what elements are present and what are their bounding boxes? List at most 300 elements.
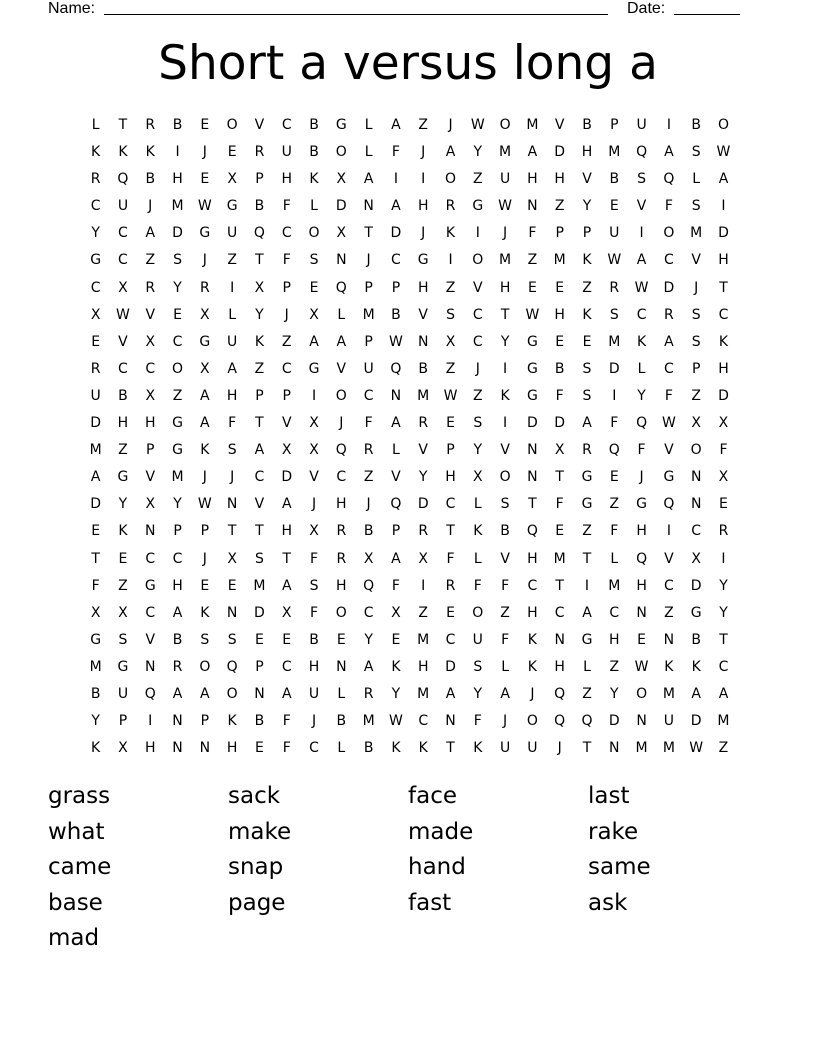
- grid-letter: D: [690, 713, 702, 730]
- grid-letter: B: [254, 198, 265, 215]
- grid-letter: Q: [226, 658, 238, 675]
- grid-letter: K: [200, 604, 210, 621]
- grid-letter: M: [553, 550, 566, 567]
- grid-letter: F: [610, 523, 619, 540]
- grid-letter: C: [718, 306, 729, 323]
- grid-letter: F: [91, 577, 100, 594]
- grid-letter: X: [363, 550, 374, 567]
- grid-letter: H: [718, 252, 729, 269]
- grid-letter: C: [363, 387, 374, 404]
- grid-letter: I: [175, 144, 180, 161]
- grid-letter: C: [663, 252, 674, 269]
- grid-letter: H: [172, 171, 183, 188]
- grid-letter: X: [391, 604, 401, 621]
- grid-letter: G: [417, 252, 429, 269]
- grid-letter: M: [690, 225, 703, 242]
- grid-letter: C: [145, 550, 156, 567]
- grid-letter: I: [639, 225, 644, 242]
- grid-letter: Z: [582, 685, 592, 702]
- page-title: Short a versus long a: [158, 36, 658, 91]
- grid-letter: H: [226, 740, 238, 757]
- grid-letter: S: [582, 387, 592, 404]
- grid-letter: B: [90, 685, 101, 702]
- grid-letter: M: [171, 469, 184, 486]
- grid-letter: Y: [118, 496, 128, 513]
- grid-letter: E: [118, 550, 128, 567]
- grid-letter: T: [118, 117, 128, 133]
- grid-letter: M: [362, 713, 375, 730]
- grid-letter: C: [336, 469, 347, 486]
- grid-letter: O: [663, 225, 675, 242]
- grid-letter: P: [364, 279, 373, 296]
- grid-letter: Z: [718, 740, 729, 757]
- grid-letter: F: [637, 442, 646, 459]
- grid-letter: E: [446, 415, 455, 432]
- grid-letter: C: [363, 604, 374, 621]
- grid-letter: M: [499, 252, 512, 269]
- grid-letter: G: [308, 360, 320, 377]
- grid-letter: H: [281, 171, 292, 188]
- word-list-item: made: [408, 818, 474, 845]
- word-list-item: fast: [408, 889, 452, 916]
- grid-letter: I: [311, 387, 317, 404]
- grid-letter: M: [553, 252, 566, 269]
- grid-letter: W: [197, 198, 212, 215]
- grid-letter: J: [339, 415, 344, 432]
- grid-letter: B: [691, 631, 701, 648]
- grid-letter: U: [663, 713, 674, 730]
- grid-letter: D: [554, 415, 566, 432]
- grid-letter: N: [554, 631, 565, 648]
- grid-letter: K: [309, 171, 319, 188]
- grid-letter: H: [417, 658, 429, 675]
- grid-letter: L: [337, 740, 346, 757]
- grid-letter: Z: [145, 252, 156, 269]
- grid-letter: E: [609, 198, 619, 215]
- grid-letter: X: [118, 279, 128, 296]
- word-list: [48, 780, 768, 958]
- grid-letter: P: [582, 225, 592, 242]
- grid-letter: U: [527, 740, 538, 757]
- grid-letter: U: [499, 740, 511, 757]
- grid-letter: T: [446, 523, 455, 540]
- grid-letter: G: [117, 658, 129, 675]
- grid-letter: X: [90, 306, 101, 323]
- grid-letter: X: [281, 442, 292, 459]
- grid-letter: J: [311, 496, 317, 513]
- grid-letter: I: [421, 171, 426, 188]
- grid-letter: X: [718, 415, 729, 432]
- grid-letter: L: [337, 306, 346, 323]
- grid-letter: Z: [609, 496, 620, 513]
- grid-letter: S: [227, 442, 237, 459]
- grid-letter: G: [526, 333, 538, 350]
- grid-letter: A: [200, 685, 210, 702]
- grid-letter: V: [664, 550, 674, 567]
- grid-letter: D: [281, 469, 293, 486]
- grid-letter: P: [146, 442, 155, 459]
- grid-letter: K: [445, 225, 456, 242]
- grid-letter: X: [254, 279, 265, 296]
- grid-letter: A: [391, 117, 401, 133]
- grid-letter: Z: [473, 387, 483, 404]
- grid-letter: Y: [418, 469, 428, 486]
- grid-letter: L: [337, 685, 346, 702]
- grid-letter: A: [664, 144, 674, 161]
- grid-letter: P: [200, 523, 210, 540]
- grid-letter: F: [528, 225, 537, 242]
- grid-letter: O: [335, 604, 347, 621]
- grid-letter: A: [172, 685, 183, 702]
- grid-letter: N: [363, 198, 374, 215]
- grid-letter: H: [527, 604, 538, 621]
- grid-letter: G: [90, 631, 102, 648]
- grid-letter: S: [691, 306, 701, 323]
- grid-letter: O: [335, 387, 347, 404]
- grid-letter: B: [500, 523, 510, 540]
- grid-letter: M: [499, 144, 512, 161]
- grid-letter: K: [582, 252, 592, 269]
- grid-letter: U: [609, 225, 620, 242]
- grid-letter: H: [172, 577, 183, 594]
- grid-letter: P: [391, 279, 401, 296]
- grid-letter: R: [145, 117, 156, 133]
- grid-letter: S: [173, 252, 182, 269]
- grid-letter: X: [118, 740, 128, 757]
- grid-letter: V: [500, 442, 510, 459]
- grid-letter: A: [336, 333, 347, 350]
- word-list-item: came: [48, 854, 112, 881]
- grid-letter: R: [363, 442, 374, 459]
- grid-letter: U: [227, 225, 238, 242]
- grid-letter: C: [145, 604, 156, 621]
- grid-letter: K: [473, 740, 483, 757]
- grid-letter: G: [199, 225, 211, 242]
- grid-letter: Y: [637, 387, 646, 404]
- grid-letter: N: [254, 685, 265, 702]
- grid-letter: A: [636, 252, 647, 269]
- grid-letter: G: [663, 469, 675, 486]
- grid-letter: C: [472, 333, 483, 350]
- grid-letter: Z: [609, 658, 620, 675]
- grid-letter: V: [418, 306, 428, 323]
- grid-letter: V: [418, 442, 428, 459]
- grid-letter: F: [501, 577, 510, 594]
- grid-letter: M: [89, 658, 102, 675]
- grid-letter: J: [230, 469, 235, 486]
- grid-letter: G: [581, 631, 593, 648]
- grid-letter: X: [227, 171, 237, 188]
- word-list-item: rake: [588, 818, 639, 845]
- grid-letter: V: [582, 171, 592, 188]
- grid-letter: E: [173, 306, 182, 323]
- grid-letter: H: [336, 577, 347, 594]
- grid-letter: X: [145, 387, 156, 404]
- grid-letter: A: [582, 604, 592, 621]
- grid-letter: V: [145, 631, 156, 648]
- grid-letter: W: [634, 279, 649, 296]
- grid-letter: R: [418, 523, 429, 540]
- word-list-item: what: [48, 818, 105, 845]
- grid-letter: V: [473, 279, 483, 296]
- grid-letter: J: [639, 469, 644, 486]
- grid-letter: S: [637, 171, 647, 188]
- grid-letter: I: [612, 387, 617, 404]
- grid-letter: S: [309, 577, 319, 594]
- grid-letter: C: [118, 225, 128, 242]
- grid-letter: C: [691, 523, 702, 540]
- grid-letter: T: [500, 306, 510, 323]
- grid-letter: K: [636, 333, 647, 350]
- grid-letter: O: [308, 225, 320, 242]
- grid-letter: F: [610, 415, 619, 432]
- grid-letter: B: [172, 117, 183, 133]
- grid-letter: C: [445, 631, 456, 648]
- grid-letter: A: [90, 469, 101, 486]
- grid-letter: L: [473, 550, 482, 567]
- grid-letter: E: [200, 117, 210, 133]
- grid-letter: N: [609, 740, 620, 757]
- grid-letter: M: [526, 117, 539, 133]
- grid-letter: R: [582, 442, 592, 459]
- grid-letter: F: [282, 198, 291, 215]
- grid-letter: E: [555, 333, 565, 350]
- grid-letter: X: [200, 306, 210, 323]
- grid-letter: L: [583, 658, 591, 675]
- grid-letter: W: [661, 415, 676, 432]
- grid-letter: G: [581, 469, 593, 486]
- grid-letter: Z: [418, 604, 428, 621]
- grid-letter: Y: [473, 685, 483, 702]
- grid-letter: H: [499, 279, 511, 296]
- grid-letter: J: [202, 144, 207, 161]
- grid-letter: K: [227, 713, 237, 730]
- grid-letter: M: [253, 577, 266, 594]
- grid-letter: C: [172, 550, 183, 567]
- grid-letter: O: [717, 117, 729, 133]
- grid-letter: K: [718, 333, 729, 350]
- grid-letter: E: [91, 523, 101, 540]
- grid-letter: Z: [664, 604, 674, 621]
- word-list-item: ask: [588, 889, 628, 916]
- grid-letter: N: [199, 740, 211, 757]
- grid-letter: Q: [390, 360, 402, 377]
- grid-letter: H: [281, 523, 292, 540]
- grid-letter: X: [145, 333, 156, 350]
- grid-letter: O: [636, 685, 648, 702]
- grid-letter: K: [691, 658, 701, 675]
- grid-letter: E: [555, 523, 565, 540]
- grid-letter: J: [366, 252, 371, 269]
- grid-letter: S: [227, 631, 237, 648]
- grid-letter: G: [199, 333, 211, 350]
- grid-letter: U: [472, 631, 483, 648]
- grid-letter: S: [691, 198, 701, 215]
- word-list-item: base: [48, 889, 103, 916]
- grid-letter: D: [390, 225, 402, 242]
- grid-letter: K: [391, 740, 401, 757]
- grid-letter: R: [445, 198, 456, 215]
- grid-letter: W: [443, 387, 458, 404]
- grid-letter: G: [526, 387, 538, 404]
- grid-letter: V: [145, 469, 156, 486]
- grid-letter: G: [144, 577, 156, 594]
- grid-letter: Q: [554, 685, 566, 702]
- grid-letter: X: [309, 415, 319, 432]
- grid-letter: Z: [445, 360, 456, 377]
- grid-letter: S: [473, 658, 483, 675]
- grid-letter: E: [200, 171, 210, 188]
- grid-letter: A: [391, 198, 401, 215]
- grid-letter: S: [309, 252, 319, 269]
- grid-letter: E: [582, 333, 592, 350]
- grid-letter: H: [554, 171, 565, 188]
- grid-letter: D: [172, 225, 183, 242]
- grid-letter: A: [145, 225, 156, 242]
- grid-letter: V: [254, 117, 265, 133]
- grid-letter: H: [554, 306, 565, 323]
- grid-letter: O: [499, 469, 511, 486]
- grid-letter: F: [282, 252, 291, 269]
- grid-letter: T: [719, 279, 728, 296]
- grid-letter: P: [555, 225, 564, 242]
- grid-letter: Y: [391, 685, 401, 702]
- grid-letter: B: [336, 713, 347, 730]
- grid-letter: V: [554, 117, 565, 133]
- grid-letter: R: [336, 523, 347, 540]
- grid-letter: C: [663, 360, 674, 377]
- grid-letter: N: [636, 604, 647, 621]
- grid-letter: Q: [663, 171, 675, 188]
- grid-letter: F: [391, 577, 400, 594]
- grid-letter: O: [499, 117, 511, 133]
- grid-letter: B: [554, 360, 565, 377]
- grid-letter: R: [199, 279, 210, 296]
- grid-letter: Y: [255, 306, 264, 323]
- grid-letter: Z: [172, 387, 183, 404]
- grid-letter: V: [254, 496, 265, 513]
- grid-letter: Z: [118, 442, 128, 459]
- word-list-item: sack: [228, 783, 281, 809]
- grid-letter: Y: [173, 279, 182, 296]
- grid-letter: F: [501, 631, 510, 648]
- grid-letter: E: [282, 631, 292, 648]
- grid-letter: F: [555, 496, 564, 513]
- grid-letter: A: [391, 415, 401, 432]
- grid-letter: F: [473, 713, 482, 730]
- grid-letter: N: [417, 333, 429, 350]
- grid-letter: G: [335, 117, 347, 133]
- grid-letter: P: [255, 387, 264, 404]
- grid-letter: Q: [636, 415, 648, 432]
- grid-letter: N: [336, 658, 347, 675]
- grid-letter: J: [475, 360, 480, 377]
- grid-letter: A: [445, 144, 456, 161]
- grid-letter: U: [90, 387, 101, 404]
- grid-letter: W: [498, 198, 513, 215]
- grid-letter: C: [554, 604, 565, 621]
- grid-letter: Z: [582, 523, 592, 540]
- grid-letter: P: [255, 171, 264, 188]
- grid-letter: Z: [281, 333, 292, 350]
- grid-letter: K: [91, 144, 101, 161]
- grid-letter: K: [582, 306, 592, 323]
- grid-letter: N: [527, 469, 538, 486]
- grid-letter: N: [336, 252, 347, 269]
- grid-letter: B: [254, 713, 265, 730]
- grid-letter: Y: [582, 198, 592, 215]
- grid-letter: P: [173, 523, 182, 540]
- grid-letter: E: [309, 279, 319, 296]
- date-blank-line: [674, 14, 740, 15]
- grid-letter: C: [118, 360, 128, 377]
- grid-letter: R: [609, 279, 620, 296]
- grid-letter: C: [172, 333, 183, 350]
- grid-letter: J: [421, 225, 426, 242]
- grid-letter: Y: [473, 442, 483, 459]
- grid-letter: N: [226, 496, 238, 513]
- grid-letter: X: [336, 225, 347, 242]
- grid-letter: O: [472, 604, 484, 621]
- grid-letter: Y: [719, 604, 728, 621]
- grid-letter: Y: [91, 225, 100, 242]
- grid-letter: E: [609, 469, 619, 486]
- grid-letter: C: [90, 198, 101, 215]
- grid-letter: V: [336, 360, 347, 377]
- grid-letter: C: [281, 117, 292, 133]
- grid-letter: J: [311, 713, 317, 730]
- grid-letter: H: [226, 387, 238, 404]
- grid-letter: K: [145, 144, 155, 161]
- grid-letter: F: [473, 577, 482, 594]
- grid-letter: M: [171, 198, 184, 215]
- grid-letter: N: [690, 496, 702, 513]
- grid-letter: V: [391, 469, 401, 486]
- grid-letter: T: [555, 469, 564, 486]
- grid-letter: T: [582, 740, 592, 757]
- grid-letter: L: [610, 550, 619, 567]
- grid-letter: J: [503, 713, 508, 730]
- grid-letter: A: [254, 442, 265, 459]
- word-list-item: grass: [48, 783, 111, 809]
- grid-letter: H: [527, 550, 538, 567]
- grid-letter: I: [721, 550, 726, 567]
- grid-letter: Z: [418, 117, 428, 133]
- grid-letter: H: [554, 658, 565, 675]
- grid-letter: L: [637, 360, 646, 377]
- name-label: Name:: [48, 0, 96, 17]
- grid-letter: E: [336, 631, 346, 648]
- grid-letter: V: [118, 333, 128, 350]
- grid-letter: M: [417, 387, 430, 404]
- grid-letter: O: [690, 442, 702, 459]
- grid-letter: R: [90, 360, 101, 377]
- grid-letter: V: [281, 415, 292, 432]
- grid-letter: D: [690, 577, 702, 594]
- grid-letter: R: [145, 279, 156, 296]
- grid-letter: G: [636, 496, 648, 513]
- grid-letter: U: [363, 360, 374, 377]
- grid-letter: Q: [608, 442, 620, 459]
- grid-letter: J: [557, 740, 562, 757]
- grid-letter: F: [664, 198, 673, 215]
- grid-letter: S: [254, 550, 264, 567]
- grid-letter: M: [608, 577, 621, 594]
- grid-letter: C: [718, 658, 729, 675]
- grid-letter: C: [445, 496, 456, 513]
- grid-letter: S: [500, 496, 510, 513]
- grid-letter: R: [445, 577, 456, 594]
